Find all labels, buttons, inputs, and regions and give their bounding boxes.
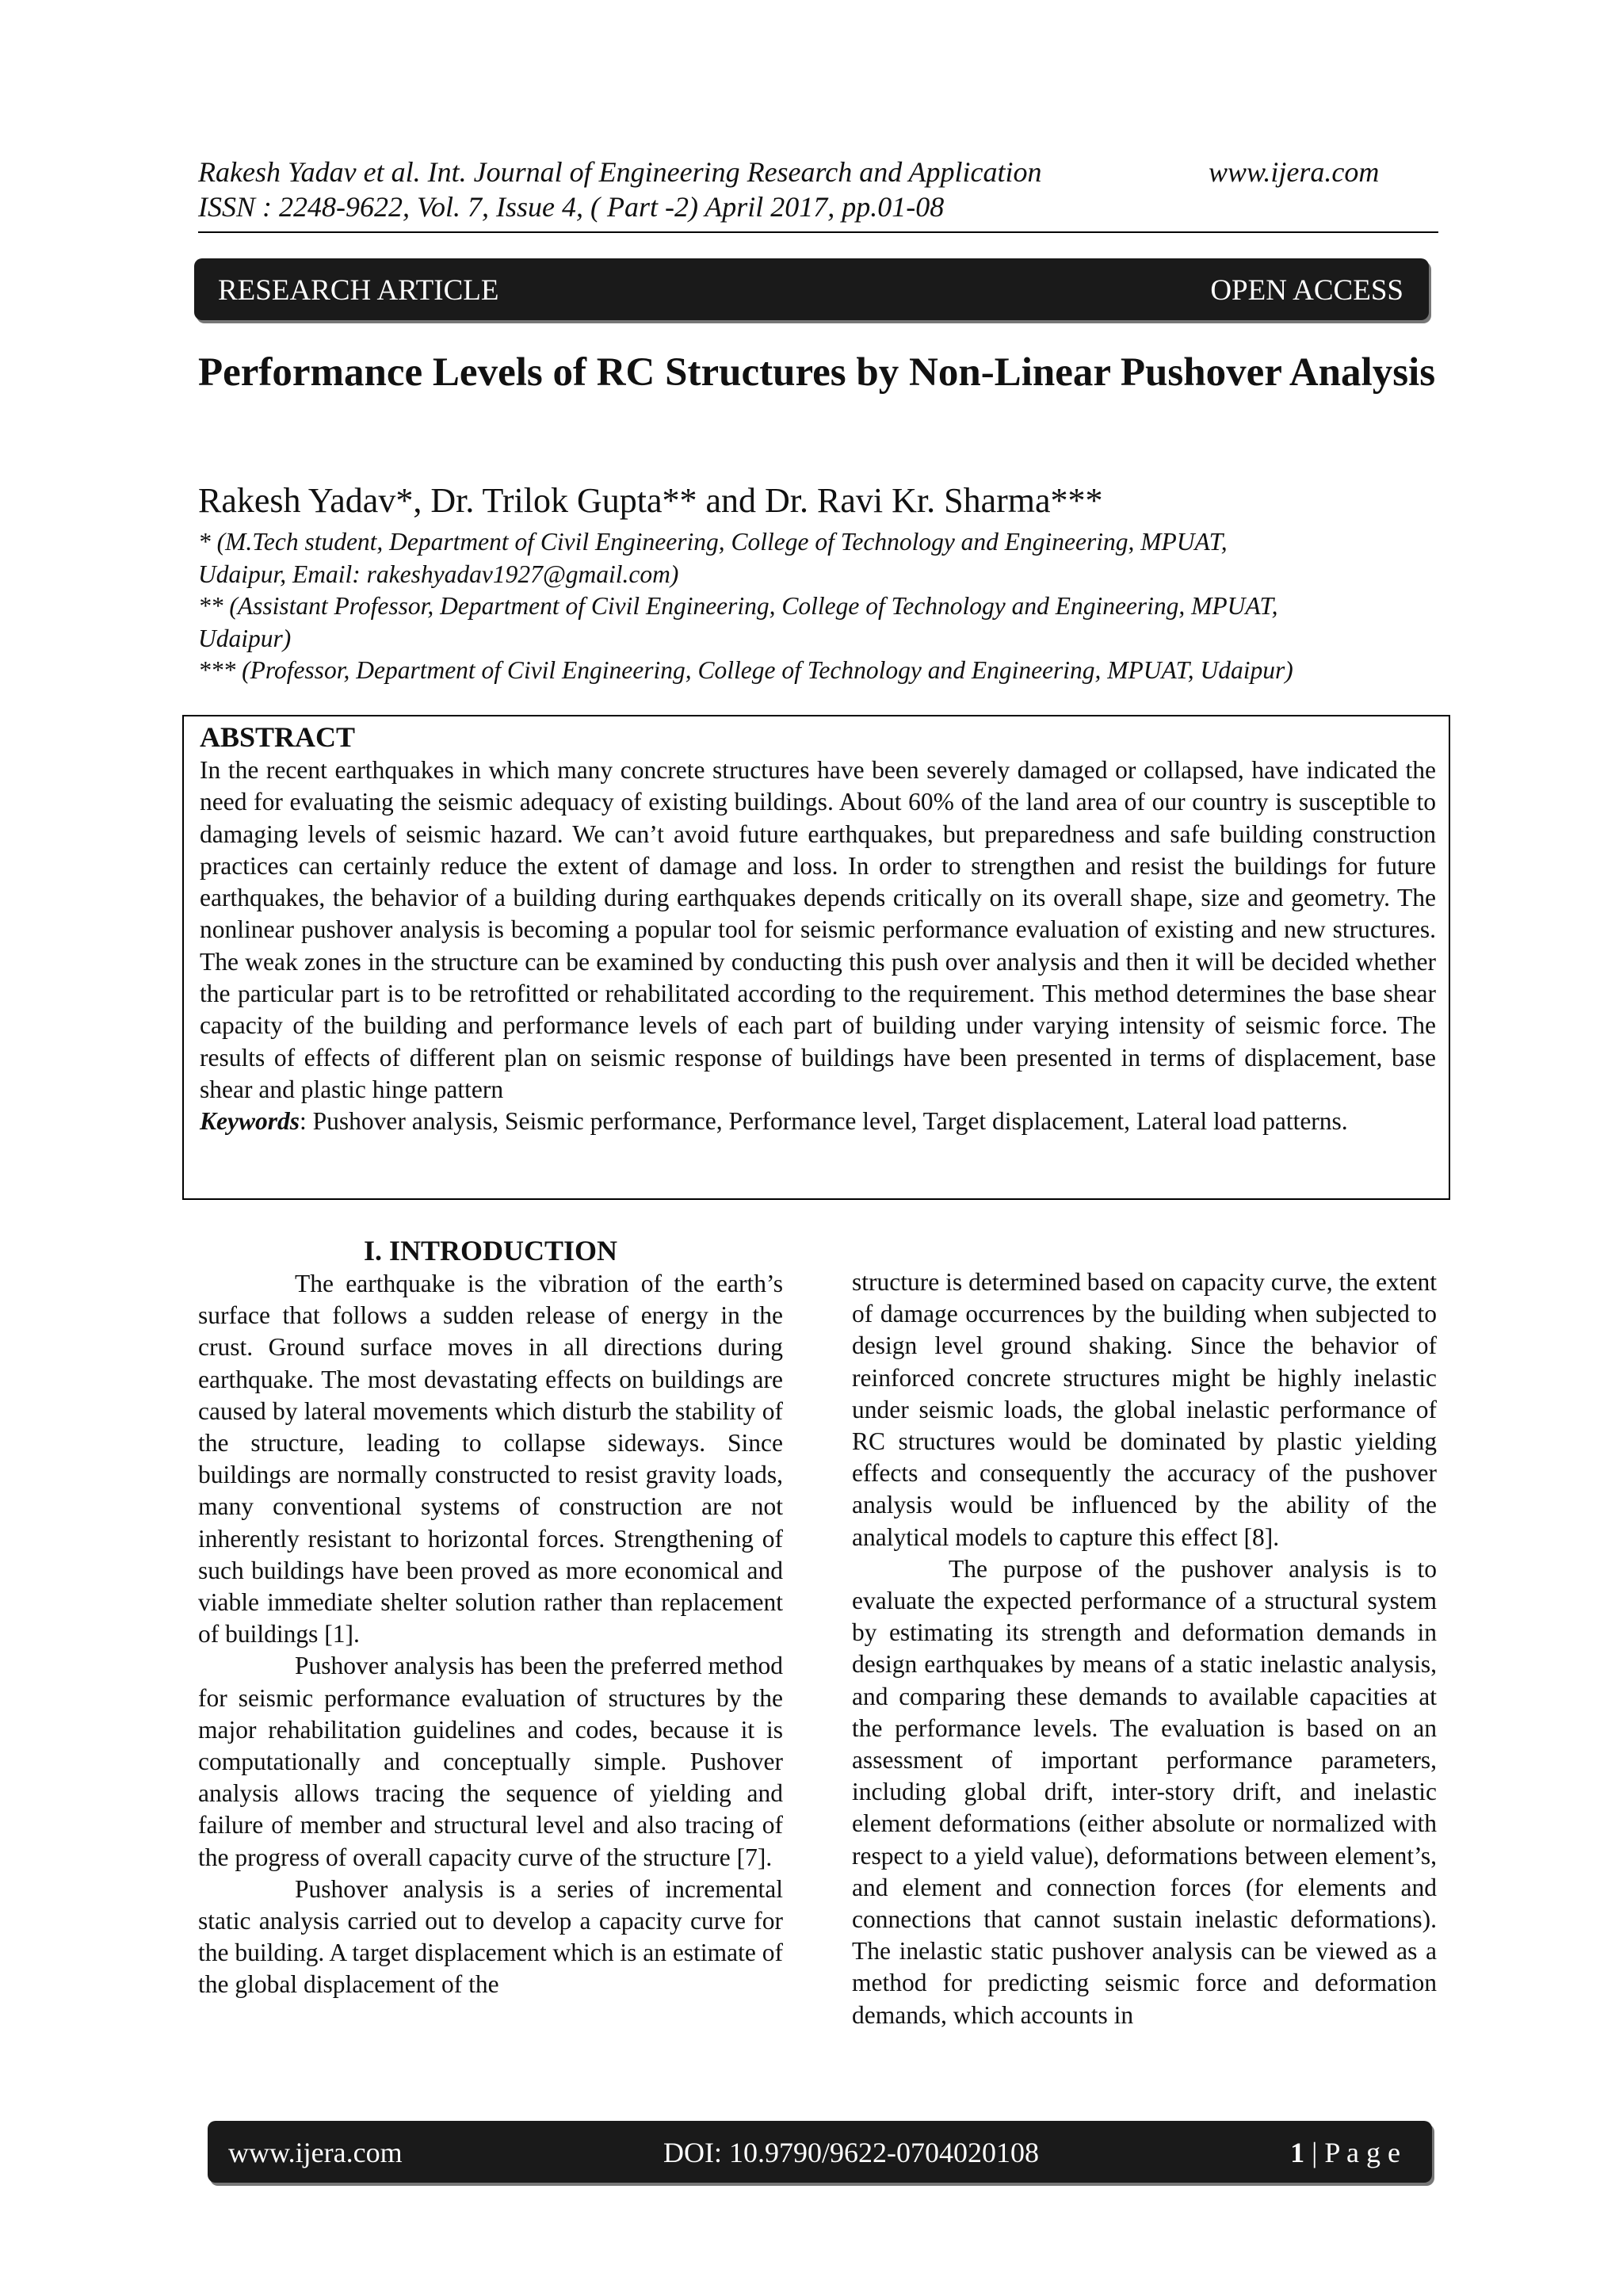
keywords-list: : Pushover analysis, Seismic performance, Performance level, Target displacement, Lateral load patterns. (300, 1107, 1348, 1136)
header-rule (198, 231, 1438, 233)
affiliation-line: Udaipur) (198, 624, 292, 652)
affiliation-line: * (M.Tech student, Department of Civil Engineering, College of Technology and Engineering, MPUAT, (198, 528, 1228, 556)
article-type-ribbon (194, 258, 1429, 320)
intro-paragraph-3: Pushover analysis is a series of incremental static analysis carried out to develop a capacity curve for the building. A target displacement which is an estimate of the global displacement of the (198, 1874, 783, 1999)
affiliation-line: ** (Assistant Professor, Department of Civil Engineering, College of Technology and Engineering, MPUAT, (198, 592, 1278, 620)
left-column (198, 1233, 783, 2001)
keywords-label: Keywords (200, 1107, 300, 1136)
open-access-label: OPEN ACCESS (1210, 274, 1403, 307)
page-label: | P a g e (1304, 2137, 1400, 2168)
research-article-label: RESEARCH ARTICLE (218, 274, 499, 307)
footer-website: www.ijera.com (228, 2137, 403, 2168)
page-footer (208, 2121, 1432, 2183)
intro-paragraph-2: Pushover analysis has been the preferred method for seismic performance evaluation of structures by the major rehabilitation guidelines and codes, because it is computationally and conceptually simple. Pushover analysis allows tracing the sequence of yielding and failure of member and structural level and also tracing of the progress of overall capacity curve of the structure [7]. (198, 1652, 783, 1871)
journal-header-line2: ISSN : 2248-9622, Vol. 7, Issue 4, ( Part -2) April 2017, pp.01-08 (198, 191, 945, 223)
footer-doi: DOI: 10.9790/9622-0704020108 (663, 2137, 1039, 2168)
affiliation-line: Udaipur, Email: rakeshyadav1927@gmail.com) (198, 560, 679, 588)
intro-paragraph-5: The purpose of the pushover analysis is to evaluate the expected performance of a structural system by estimating its strength and deformation demands in design earthquakes by means of a static inelastic analysis, and comparing these demands to available capacities at the performance levels. The evaluation is based on an assessment of important performance parameters, including global drift, inter-story drift, and inelastic element deformations (either absolute or normalized with respect to a yield value), deformations between element’s, and element and connection forces (for elements and connections that cannot sustain inelastic deformations). The inelastic static pushover analysis can be viewed as a method for predicting seismic force and deformation demands, which accounts in (852, 1554, 1437, 2029)
affiliation-line: *** (Professor, Department of Civil Engineering, College of Technology and Engineering, MPUAT, Udaipur) (198, 656, 1293, 684)
intro-paragraph-1: The earthquake is the vibration of the earth’s surface that follows a sudden release of energy in the crust. Ground surface moves in all directions during earthquake. The most devastating effects on buildings are caused by lateral movements which disturb the stability of the structure, leading to collapse sideways. Since buildings are normally constructed to resist gravity loads, many conventional systems of construction are not inherently resistant to horizontal forces. Strengthening of such buildings have been proved as more economical and viable immediate shelter solution rather than replacement of buildings [1]. (198, 1270, 783, 1648)
introduction-heading: I. INTRODUCTION (363, 1235, 618, 1266)
right-column (852, 1266, 1437, 2031)
page-number-value: 1 (1290, 2137, 1305, 2168)
author-list: Rakesh Yadav*, Dr. Trilok Gupta** and Dr. Ravi Kr. Sharma*** (198, 481, 1103, 520)
paper-title: Performance Levels of RC Structures by Non-Linear Pushover Analysis (198, 350, 1436, 395)
page-number (1290, 2136, 1400, 2169)
intro-paragraph-4: structure is determined based on capacity curve, the extent of damage occurrences by the building when subjected to design level ground shaking. Since the behavior of reinforced concrete structures might be highly inelastic under seismic loads, the global inelastic performance of RC structures would be dominated by plastic yielding effects and consequently the accuracy of the pushover analysis would be influenced by the ability of the analytical models to capture this effect [8]. (852, 1268, 1437, 1551)
abstract-text: In the recent earthquakes in which many concrete structures have been severely damaged or collapsed, have indicated the need for evaluating the seismic adequacy of existing buildings. About 60% of the land area of our country is susceptible to damaging levels of seismic hazard. We can’t avoid future earthquakes, but preparedness and safe building construction practices can certainly reduce the extent of damage and loss. In order to strengthen and resist the buildings for future earthquakes, the behavior of a building during earthquakes depends critically on its overall shape, size and geometry. The nonlinear pushover analysis is becoming a popular tool for seismic performance evaluation of existing and new structures. The weak zones in the structure can be examined by conducting this push over analysis and then it will be decided whether the particular part is to be retrofitted or rehabilitated according to the requirement. This method determines the base shear capacity of the building and performance levels of each part of building under varying intensity of seismic force. The results of effects of different plan on seismic response of buildings have been presented in terms of displacement, base shear and plastic hinge pattern (200, 756, 1436, 1103)
abstract-box (182, 715, 1450, 1200)
keywords (200, 1106, 1436, 1137)
journal-header-line1: Rakesh Yadav et al. Int. Journal of Engineering Research and Application (198, 156, 1042, 188)
abstract-heading: ABSTRACT (200, 721, 356, 753)
affiliations (198, 526, 1442, 687)
journal-website: www.ijera.com (1209, 156, 1380, 188)
